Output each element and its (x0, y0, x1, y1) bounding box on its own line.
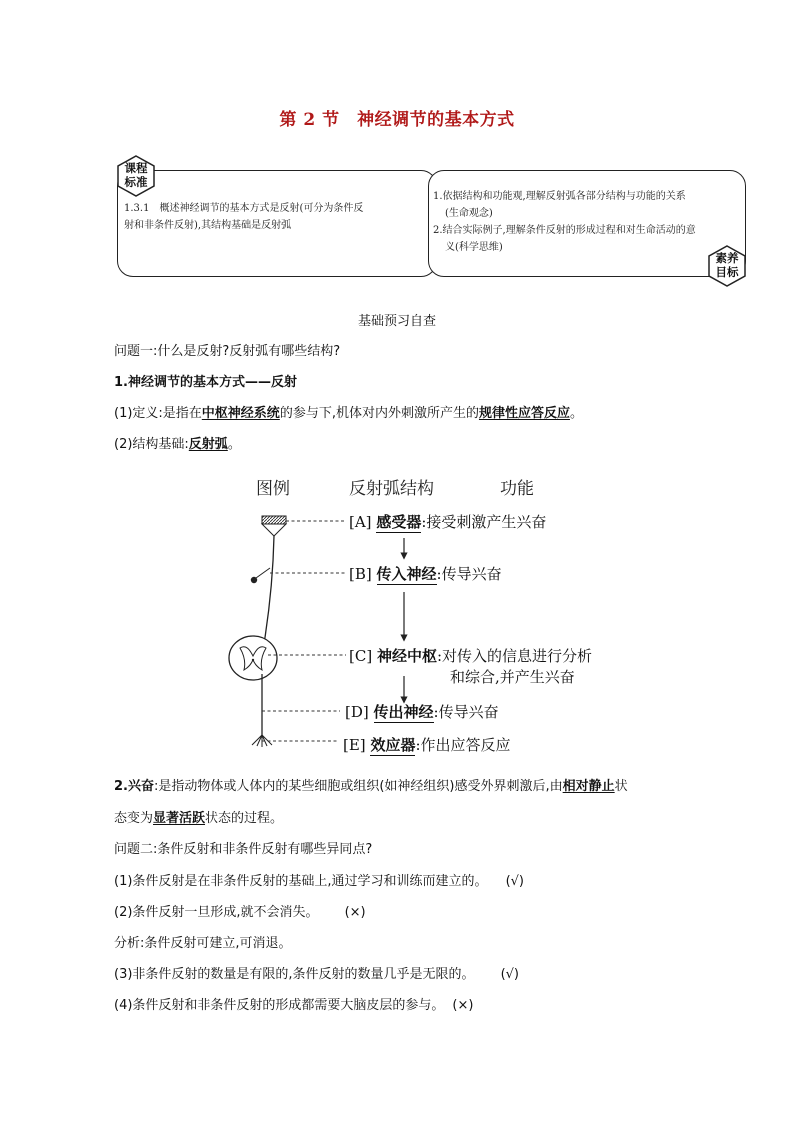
goal-1-line-1: 1.依据结构和功能观,理解反射弧各部分结构与功能的关系 (433, 191, 686, 202)
item-mark: (√) (505, 874, 524, 889)
label-letter: [D] (345, 703, 369, 721)
excite-text-1b: 状 (614, 779, 628, 794)
question-2: 问题二:条件反射和非条件反射有哪些异同点? (114, 842, 373, 857)
label-function: :接受刺激产生兴奋 (421, 513, 547, 531)
diagram-row-c (349, 645, 592, 687)
item-mark: (×) (344, 905, 366, 920)
diagram-row-a (349, 511, 546, 532)
label-efferent: 传出神经 (373, 703, 434, 721)
item-analysis (114, 935, 292, 953)
item-text: (4)条件反射和非条件反射的形成都需要大脑皮层的参与。 (114, 998, 445, 1013)
excitation-line-2 (114, 810, 283, 828)
goal-2-line-1: 2.结合实际例子,理解条件反射的形成过程和对生命活动的意 (433, 225, 696, 236)
badge-label-2: 标准 (124, 175, 148, 189)
def-suffix: 。 (569, 406, 583, 421)
basis-prefix: (2)结构基础: (114, 437, 189, 452)
item-mark: (×) (452, 998, 474, 1013)
section-heading: 基础预习自查 (357, 314, 436, 329)
item-2 (114, 904, 366, 922)
def-mid: 的参与下,机体对内外刺激所产生的 (279, 406, 479, 421)
excitation-line-1 (114, 778, 628, 796)
excite-text-2b: 状态的过程。 (205, 811, 284, 826)
label-letter: [A] (349, 513, 372, 531)
diagram-col-legend: 图例 (256, 479, 290, 499)
badge-label-2: 目标 (715, 265, 739, 279)
label-function: :对传入的信息进行分析 (436, 647, 593, 665)
standard-line-2: 射和非条件反射),其结构基础是反射弧 (124, 220, 292, 231)
goal-1-line-2: (生命观念) (445, 208, 493, 219)
label-function: :作出应答反应 (415, 736, 511, 754)
def-prefix: (1)定义:是指在 (114, 406, 202, 421)
excite-text-2a: 态变为 (114, 811, 154, 826)
label-afferent: 传入神经 (376, 565, 437, 583)
diagram-col-function: 功能 (500, 479, 534, 499)
badge-label-1: 课程 (124, 161, 148, 175)
item-text: (1)条件反射是在非条件反射的基础上,通过学习和训练而建立的。 (114, 874, 488, 889)
excite-term-2: 显著活跃 (153, 811, 206, 826)
question-1: 问题一:什么是反射?反射弧有哪些结构? (114, 344, 341, 359)
basis-term: 反射弧 (188, 437, 228, 452)
excite-text-1: :是指动物体或人体内的某些细胞或组织(如神经组织)感受外界刺激后,由 (153, 779, 563, 794)
label-function: :传导兴奋 (436, 565, 502, 583)
item-3 (114, 966, 519, 984)
diagram-row-b (349, 563, 502, 584)
item-text: (3)非条件反射的数量是有限的,条件反射的数量几乎是无限的。 (114, 967, 475, 982)
badge-label-1: 素养 (715, 251, 739, 265)
diagram-row-e (343, 734, 511, 755)
spinal-cord-icon (229, 636, 277, 680)
diagram-col-structure: 反射弧结构 (349, 479, 434, 499)
item-1 (114, 873, 524, 891)
diagram-row-d (345, 701, 499, 722)
label-letter: [C] (349, 647, 373, 665)
afferent-fiber (263, 536, 274, 650)
label-effector: 效应器 (370, 736, 416, 754)
basis-suffix: 。 (227, 437, 241, 452)
item-text: 分析:条件反射可建立,可消退。 (114, 936, 292, 951)
excite-term-1: 相对静止 (562, 779, 615, 794)
standard-line-1: 1.3.1 概述神经调节的基本方式是反射(可分为条件反 (124, 203, 364, 214)
leader-lines (262, 521, 346, 741)
label-receptor: 感受器 (376, 513, 422, 531)
label-letter: [E] (343, 736, 366, 754)
label-center: 神经中枢 (376, 647, 437, 665)
receptor-icon (262, 516, 286, 536)
label-function-2: 和综合,并产生兴奋 (450, 668, 575, 686)
item-4 (114, 997, 473, 1015)
def-term-response: 规律性应答反应 (478, 406, 570, 421)
item-text: (2)条件反射一旦形成,就不会消失。 (114, 905, 319, 920)
ganglion-cell-body (251, 577, 257, 583)
goal-2-line-2: 义(科学思维) (445, 242, 503, 253)
item-mark: (√) (500, 967, 519, 982)
excite-prefix: 2.兴奋 (114, 779, 154, 794)
ganglion-branch (256, 568, 270, 578)
heading-1: 1.神经调节的基本方式——反射 (114, 375, 297, 390)
page-title: 第 2 节 神经调节的基本方式 (279, 110, 515, 130)
label-function: :传导兴奋 (433, 703, 499, 721)
def-term-cns: 中枢神经系统 (201, 406, 280, 421)
label-letter: [B] (349, 565, 372, 583)
